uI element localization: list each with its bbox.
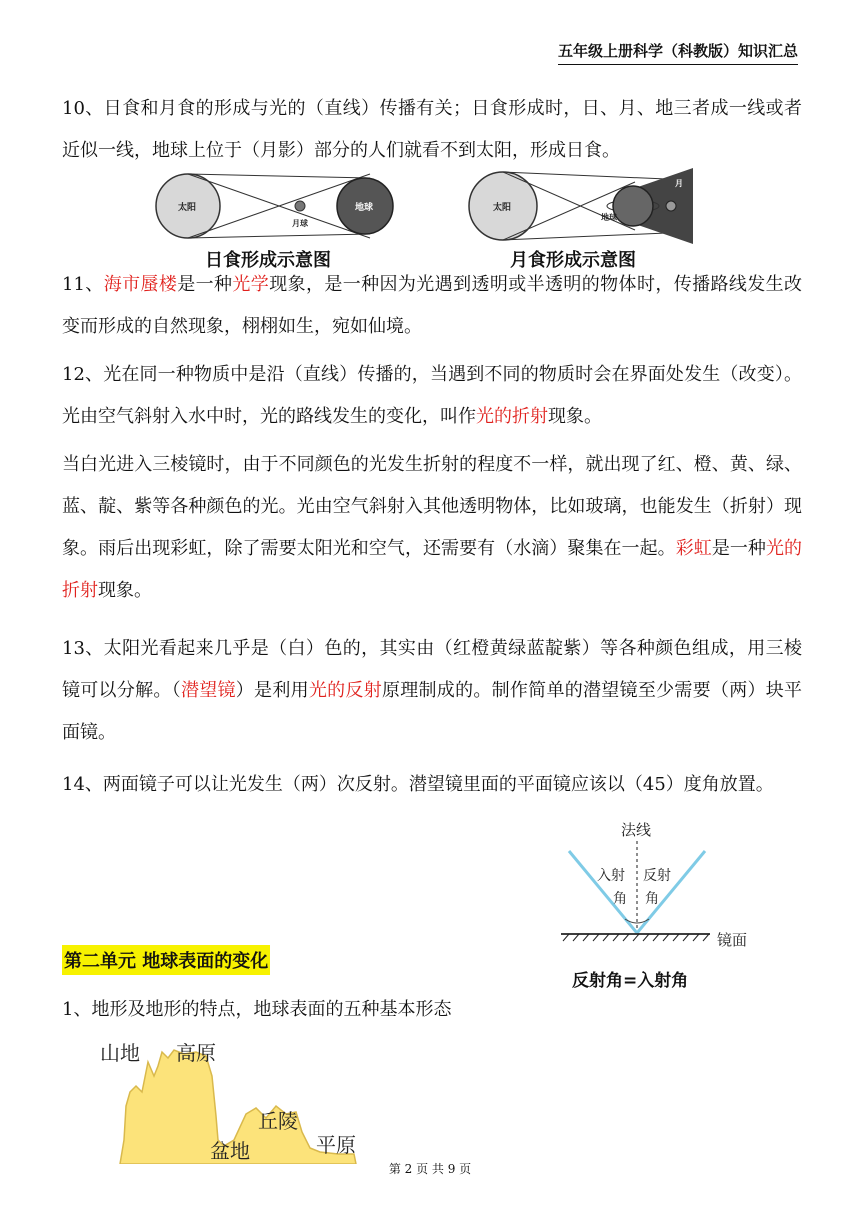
unit-2-heading: 第二单元 地球表面的变化 — [62, 945, 270, 975]
paragraph-12: 12、光在同一种物质中是沿（直线）传播的，当遇到不同的物质时会在界面处发生（改变）。光由空气斜射入水中时，光的路线发生的变化，叫作光的折射现象。 — [62, 364, 802, 427]
sun-label: 太阳 — [493, 203, 512, 213]
paragraph-10: 10、日食和月食的形成与光的（直线）传播有关；日食形成时，日、月、地三者成一线或者近似一线，地球上位于（月影）部分的人们就看不到太阳，形成日食。 — [62, 98, 802, 161]
highlight-reflection: 光的反射 — [308, 680, 382, 701]
page-header: 五年级上册科学（科教版）知识汇总 — [558, 40, 798, 65]
paragraph-13: 13、太阳光看起来几乎是（白）色的，其实由（红橙黄绿蓝靛紫）等各种颜色组成，用三棱镜可以分解。（潜望镜）是利用光的反射原理制成的。制作简单的潜望镜至少需要（两）块平面镜。 — [62, 638, 803, 743]
paragraph-12-continued: 当白光进入三棱镜时，由于不同颜色的光发生折射的程度不一样，就出现了红、橙、黄、绿、蓝、靛、紫等各种颜色的光。光由空气斜射入其他透明物体，比如玻璃，也能发生（折射）现象。雨后出现彩虹，除了需要太阳光和空气，还需要有（水滴）聚集在一起。彩虹是一种光的折射现象。 — [62, 454, 803, 601]
earth-label: 地球 — [601, 213, 617, 222]
reflected-angle-label-2: 角 — [645, 891, 659, 907]
landform-label-basin: 盆地 — [210, 1139, 250, 1163]
moon-label: 月 — [675, 179, 683, 188]
reflection-diagram — [555, 815, 800, 955]
highlight-refraction: 光的折射 — [62, 538, 803, 601]
highlight-periscope: 潜望镜 — [180, 680, 236, 701]
earth-label: 地球 — [355, 203, 374, 213]
reflection-caption: 反射角=入射角 — [572, 971, 689, 991]
highlight-rainbow: 彩虹 — [675, 538, 712, 559]
highlight-optics: 光学 — [232, 274, 270, 295]
sun-label: 太阳 — [178, 203, 197, 213]
landform-label-hills: 丘陵 — [258, 1109, 298, 1133]
solar-eclipse-caption: 日食形成示意图 — [205, 250, 331, 271]
landform-label-plateau: 高原 — [176, 1041, 216, 1065]
lunar-eclipse-diagram — [465, 160, 695, 248]
normal-label: 法线 — [621, 821, 652, 839]
landform-label-plain: 平原 — [316, 1133, 356, 1157]
incident-angle-label-2: 角 — [613, 891, 627, 907]
reflected-angle-label-1: 反射 — [643, 868, 671, 884]
page-footer: 第 2 页 共 9 页 — [388, 1162, 472, 1176]
landform-label-mountain: 山地 — [100, 1041, 140, 1065]
solar-eclipse-diagram — [150, 168, 400, 248]
paragraph-11: 11、海市蜃楼是一种光学现象，是一种因为光遇到透明或半透明的物体时，传播路线发生改变而形成的自然现象，栩栩如生，宛如仙境。 — [62, 274, 803, 337]
unit-2-paragraph-1: 1、地形及地形的特点，地球表面的五种基本形态 — [62, 999, 452, 1020]
lunar-eclipse-caption: 月食形成示意图 — [510, 250, 636, 271]
paragraph-14: 14、两面镜子可以让光发生（两）次反射。潜望镜里面的平面镜应该以（45）度角放置。 — [62, 774, 774, 795]
mirror-label: 镜面 — [717, 931, 748, 949]
highlight-mirage: 海市蜃楼 — [103, 274, 178, 295]
incident-angle-label-1: 入射 — [597, 868, 625, 884]
moon-label: 月球 — [292, 219, 308, 228]
landform-diagram — [98, 1036, 378, 1164]
highlight-refraction: 光的折射 — [476, 406, 548, 427]
